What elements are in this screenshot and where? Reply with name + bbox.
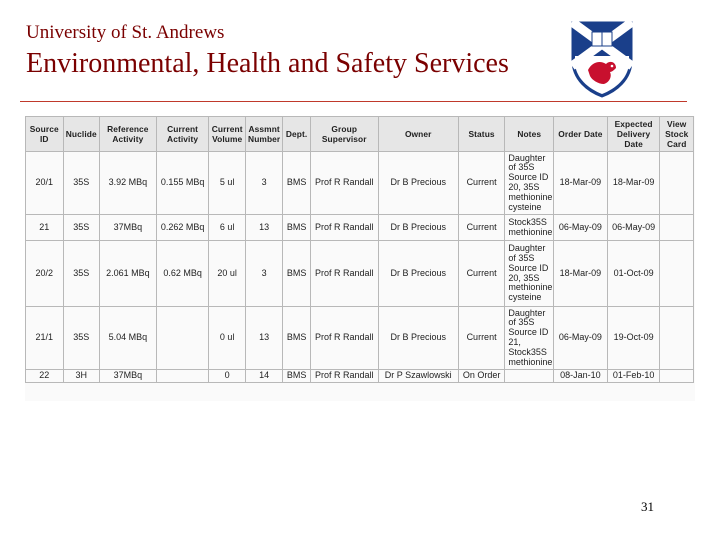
owner-cell: Dr P Szawlowski [378,370,458,383]
column-header: Expected Delivery Date [607,117,660,152]
column-header: Nuclide [63,117,99,152]
group-supervisor-cell: Prof R Randall [310,152,378,215]
order-date-cell: 08-Jan-10 [554,370,608,383]
order-date-cell: 18-Mar-09 [554,241,608,307]
view-stock-card-cell[interactable] [660,307,694,370]
assessment-number-cell: 14 [245,370,283,383]
table-row [26,370,694,383]
expected-delivery-cell: 01-Feb-10 [607,370,660,383]
source-id-cell: 21/1 [26,307,64,370]
notes-cell [505,370,554,383]
university-name: University of St. Andrews [26,22,225,43]
nuclide-cell: 35S [63,152,99,215]
source-id-cell: 20/1 [26,152,64,215]
order-date-cell: 06-May-09 [554,215,608,241]
order-date-cell: 06-May-09 [554,307,608,370]
current-activity-cell [156,307,209,370]
current-activity-cell [156,370,209,383]
nuclide-cell: 3H [63,370,99,383]
current-volume-cell: 6 ul [209,215,245,241]
current-volume-cell: 5 ul [209,152,245,215]
status-cell: On Order [458,370,505,383]
expected-delivery-cell: 01-Oct-09 [607,241,660,307]
title-rule [20,101,687,102]
status-cell: Current [458,307,505,370]
view-stock-card-cell[interactable] [660,215,694,241]
assessment-number-cell: 3 [245,241,283,307]
group-supervisor-cell: Prof R Randall [310,215,378,241]
assessment-number-cell: 13 [245,215,283,241]
reference-activity-cell: 2.061 MBq [99,241,156,307]
table-row [26,215,694,241]
status-cell: Current [458,152,505,215]
column-header: Reference Activity [99,117,156,152]
current-volume-cell: 20 ul [209,241,245,307]
table-row [26,307,694,370]
dept-cell: BMS [283,370,310,383]
current-activity-cell: 0.155 MBq [156,152,209,215]
owner-cell: Dr B Precious [378,307,458,370]
column-header: Dept. [283,117,310,152]
expected-delivery-cell: 18-Mar-09 [607,152,660,215]
nuclide-cell: 35S [63,215,99,241]
column-header: Owner [378,117,458,152]
column-header: Source ID [26,117,64,152]
reference-activity-cell: 5.04 MBq [99,307,156,370]
notes-cell: Daughter of 35S Source ID 20, 35S methionine cysteine [505,152,554,215]
status-cell: Current [458,215,505,241]
column-header: Order Date [554,117,608,152]
order-date-cell: 18-Mar-09 [554,152,608,215]
column-header: Status [458,117,505,152]
group-supervisor-cell: Prof R Randall [310,370,378,383]
view-stock-card-cell[interactable] [660,152,694,215]
notes-cell: Daughter of 35S Source ID 21, Stock35S methionine [505,307,554,370]
nuclide-cell: 35S [63,307,99,370]
group-supervisor-cell: Prof R Randall [310,307,378,370]
column-header: Current Volume [209,117,245,152]
table-header-row [26,117,694,152]
group-supervisor-cell: Prof R Randall [310,241,378,307]
university-crest-icon [570,20,634,98]
owner-cell: Dr B Precious [378,152,458,215]
source-table [25,116,694,383]
current-volume-cell: 0 [209,370,245,383]
current-volume-cell: 0 ul [209,307,245,370]
source-id-cell: 22 [26,370,64,383]
owner-cell: Dr B Precious [378,241,458,307]
assessment-number-cell: 3 [245,152,283,215]
page-number: 31 [641,499,654,514]
dept-cell: BMS [283,152,310,215]
table-row [26,241,694,307]
dept-cell: BMS [283,307,310,370]
source-id-cell: 20/2 [26,241,64,307]
table-row [26,152,694,215]
column-header: Current Activity [156,117,209,152]
reference-activity-cell: 37MBq [99,370,156,383]
column-header: Notes [505,117,554,152]
expected-delivery-cell: 06-May-09 [607,215,660,241]
dept-cell: BMS [283,215,310,241]
radioactive-source-table [25,116,695,401]
view-stock-card-cell[interactable] [660,370,694,383]
reference-activity-cell: 3.92 MBq [99,152,156,215]
source-id-cell: 21 [26,215,64,241]
nuclide-cell: 35S [63,241,99,307]
notes-cell: Daughter of 35S Source ID 20, 35S methionine cysteine [505,241,554,307]
notes-cell: Stock35S methionine [505,215,554,241]
reference-activity-cell: 37MBq [99,215,156,241]
dept-cell: BMS [283,241,310,307]
owner-cell: Dr B Precious [378,215,458,241]
current-activity-cell: 0.262 MBq [156,215,209,241]
page-title: Environmental, Health and Safety Services [26,48,509,79]
assessment-number-cell: 13 [245,307,283,370]
view-stock-card-cell[interactable] [660,241,694,307]
column-header: View Stock Card [660,117,694,152]
current-activity-cell: 0.62 MBq [156,241,209,307]
column-header: Assmnt Number [245,117,283,152]
status-cell: Current [458,241,505,307]
expected-delivery-cell: 19-Oct-09 [607,307,660,370]
column-header: Group Supervisor [310,117,378,152]
